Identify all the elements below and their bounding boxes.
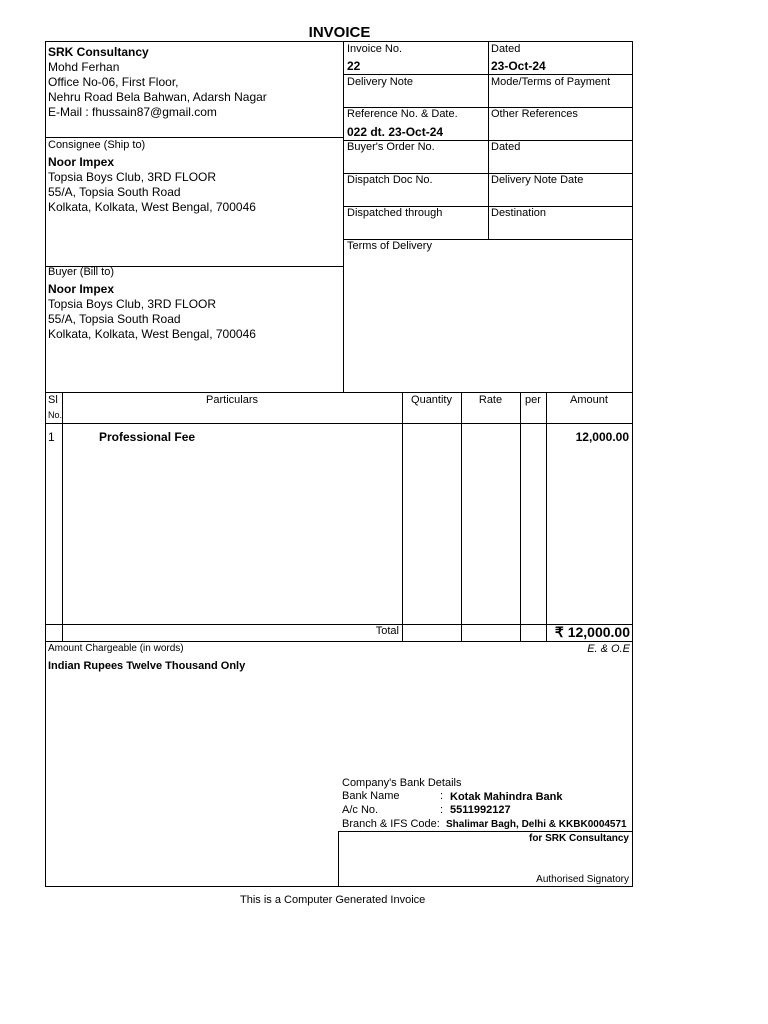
footer-note: This is a Computer Generated Invoice xyxy=(240,894,426,906)
header-amount: Amount xyxy=(570,394,608,406)
branch-value: Shalimar Bagh, Delhi & KKBK0004571 xyxy=(446,819,627,830)
consignee-label: Consignee (Ship to) xyxy=(48,139,146,151)
seller-line: Office No-06, First Floor, xyxy=(48,75,179,89)
frame-top-border xyxy=(45,41,633,42)
bank-name-label: Bank Name xyxy=(342,790,400,802)
invoice-no-label: Invoice No. xyxy=(347,43,403,55)
header-sl-no: No. xyxy=(48,410,63,420)
mode-terms-label: Mode/Terms of Payment xyxy=(491,76,611,88)
seller-email: E-Mail : fhussain87@gmail.com xyxy=(48,105,217,119)
header-rate: Rate xyxy=(478,394,503,406)
for-company: for SRK Consultancy xyxy=(528,833,629,844)
header-divider xyxy=(343,41,344,393)
header-quantity: Quantity xyxy=(411,394,452,406)
dated-value: 23-Oct-24 xyxy=(491,59,546,73)
table-header-line xyxy=(45,423,633,424)
frame-left-border xyxy=(45,41,46,887)
eoe-text: E. & O.E xyxy=(587,643,630,655)
terms-of-delivery-label: Terms of Delivery xyxy=(347,240,432,252)
branch-label: Branch & IFS Code: xyxy=(342,818,440,830)
amount-words-value: Indian Rupees Twelve Thousand Only xyxy=(48,660,246,672)
seller-line: Mohd Ferhan xyxy=(48,60,120,74)
col-divider xyxy=(402,392,403,641)
row-amount: 12,000.00 xyxy=(575,430,629,444)
bank-heading: Company's Bank Details xyxy=(342,777,462,789)
header-sl: Sl xyxy=(48,394,58,406)
bank-name-value: Kotak Mahindra Bank xyxy=(450,791,563,803)
dated2-label: Dated xyxy=(491,141,521,153)
col-divider xyxy=(62,392,63,641)
delivery-note-date-label: Delivery Note Date xyxy=(491,174,584,186)
consignee-line: Kolkata, Kolkata, West Bengal, 700046 xyxy=(48,200,256,214)
other-references-label: Other References xyxy=(491,108,578,120)
amount-words-label: Amount Chargeable (in words) xyxy=(48,643,184,654)
seller-name: SRK Consultancy xyxy=(48,45,149,59)
consignee-line: Topsia Boys Club, 3RD FLOOR xyxy=(48,170,217,184)
invoice-no-value: 22 xyxy=(347,59,361,73)
buyer-name: Noor Impex xyxy=(48,282,115,296)
ac-no-label: A/c No. xyxy=(342,804,379,816)
col-divider xyxy=(520,392,521,641)
signature-box-left xyxy=(338,831,339,887)
row-particulars: Professional Fee xyxy=(99,430,196,444)
buyer-line: Kolkata, Kolkata, West Bengal, 700046 xyxy=(48,327,256,341)
header-per: per xyxy=(525,394,541,406)
frame-right-border xyxy=(632,41,633,887)
buyer-label: Buyer (Bill to) xyxy=(48,266,115,278)
reference-value: 022 dt. 23-Oct-24 xyxy=(347,125,444,139)
total-amount: ₹ 12,000.00 xyxy=(554,624,630,640)
invoice-title: INVOICE xyxy=(308,24,371,41)
consignee-line: 55/A, Topsia South Road xyxy=(48,185,181,199)
delivery-note-label: Delivery Note xyxy=(347,76,414,88)
reference-label: Reference No. & Date. xyxy=(347,108,458,120)
buyer-line: Topsia Boys Club, 3RD FLOOR xyxy=(48,297,217,311)
dispatched-through-label: Dispatched through xyxy=(347,207,443,219)
ac-no-value: 5511992127 xyxy=(450,804,511,816)
buyers-order-label: Buyer's Order No. xyxy=(347,141,435,153)
buyer-line: 55/A, Topsia South Road xyxy=(48,312,181,326)
col-divider xyxy=(461,392,462,641)
destination-label: Destination xyxy=(491,207,547,219)
seller-line: Nehru Road Bela Bahwan, Adarsh Nagar xyxy=(48,90,267,104)
dated-label: Dated xyxy=(491,43,521,55)
colon: : xyxy=(440,804,444,816)
consignee-name: Noor Impex xyxy=(48,155,115,169)
dispatch-doc-label: Dispatch Doc No. xyxy=(347,174,433,186)
authorised-signatory: Authorised Signatory xyxy=(536,874,629,885)
header-particulars: Particulars xyxy=(206,394,258,406)
row-sl: 1 xyxy=(48,430,55,444)
total-label: Total xyxy=(375,625,399,637)
colon: : xyxy=(440,790,444,802)
